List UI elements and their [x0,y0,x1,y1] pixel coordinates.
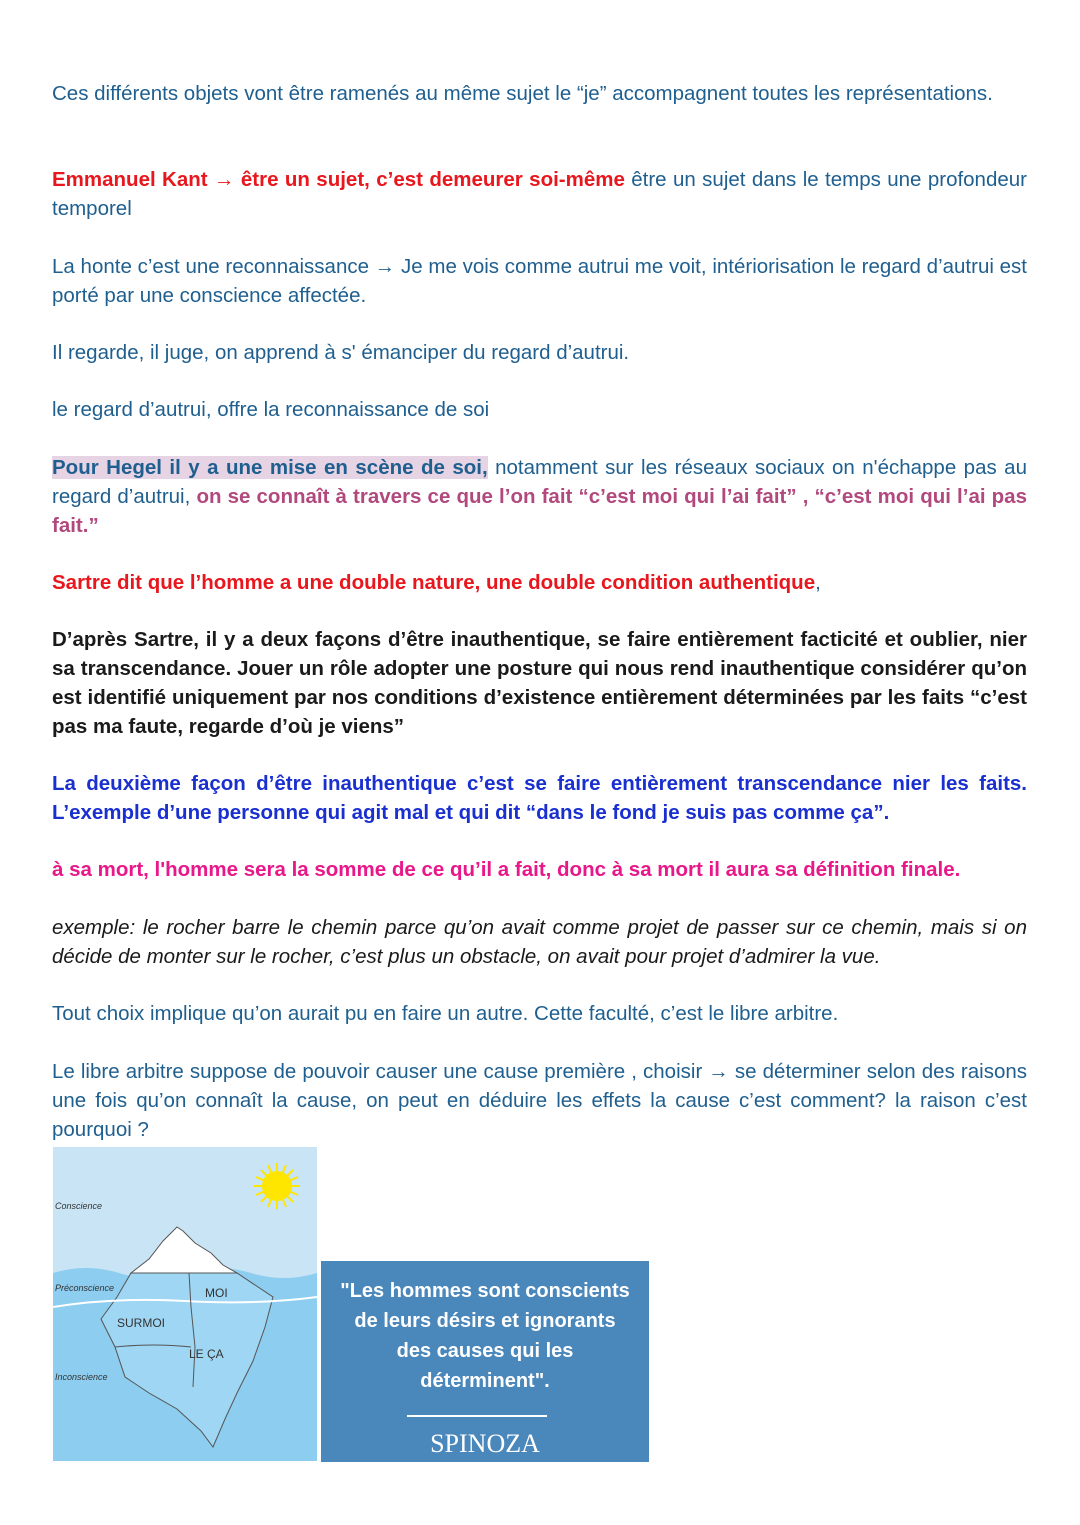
paragraph-shame [52,252,1027,310]
label-inconscience: Inconscience [55,1372,108,1382]
paragraph-kant-intro [52,79,1027,108]
paragraph-choice [52,999,1027,1028]
sartre-statement: Sartre dit que l’homme a une double nature, une double condition authentique [52,571,816,594]
paragraph-text: Le libre arbitre suppose de pouvoir causer une cause première , choisir → se déterminer selon des raisons une fois qu’on connaît la cause, on peut en déduire les effets la cause c’est comment? la raison c’est pourquoi ? [52,1060,1027,1141]
paragraph-example [52,913,1027,971]
kant-detail: être un sujet dans le temps une profondeur temporel [52,168,1027,220]
quote-line: "Les hommes sont conscients [340,1280,630,1302]
hegel-plain: notamment sur les réseaux sociaux on n'échappe pas au regard d’autrui, [52,456,1027,508]
kant-definition: Emmanuel Kant → être un sujet, c’est demeurer soi-même [52,168,625,191]
label-le-ca: LE ÇA [189,1347,224,1361]
label-conscience: Conscience [55,1201,103,1211]
paragraph-text: le regard d’autrui, offre la reconnaissance de soi [52,398,490,421]
quote-text [321,1276,649,1396]
quote-divider [407,1415,547,1417]
paragraph-text: Il regarde, il juge, on apprend à s' émanciper du regard d’autrui. [52,341,630,364]
quote-line: de leurs désirs et ignorants [354,1310,616,1332]
paragraph-text: La honte c’est une reconnaissance → Je me vois comme autrui me voit, intériorisation le regard d’autrui est porté par une conscience affectée. [52,255,1027,307]
paragraph-text: D’après Sartre, il y a deux façons d’être inauthentique, se faire entièrement facticité et oublier, nier sa transcendance. Jouer un rôle adopter une posture qui nous rend inauthentique considérer qu’on est identifié uniquement par nos conditions d’existence entièrement déterminées par les faits “c’est pas ma faute, regarde d’où je viens” [52,628,1027,738]
quote-line: des causes qui les [396,1340,574,1362]
paragraph-kant [52,165,1027,223]
paragraph-free-will [52,1057,1027,1144]
paragraph-sartre [52,568,1027,597]
paragraph-text: Ces différents objets vont être ramenés au même sujet le “je” accompagnent toutes les représentations. [52,82,993,105]
paragraph-recognition [52,395,1027,424]
hegel-bold: on se connaît à travers ce que l’on fait “c’est moi qui l’ai fait” , “c’est moi qui l’ai pas fait.” [52,485,1027,537]
sartre-comma: , [815,571,821,594]
spinoza-quote-card [321,1261,649,1462]
hegel-highlight: Pour Hegel il y a une mise en scène de soi, [52,456,488,479]
paragraph-text: Tout choix implique qu’on aurait pu en faire un autre. Cette faculté, c’est le libre arbitre. [52,1002,839,1025]
paragraph-text: à sa mort, l'homme sera la somme de ce qu’il a fait, donc à sa mort il aura sa définition finale. [52,858,961,881]
paragraph-hegel [52,453,1027,540]
paragraph-text: La deuxième façon d’être inauthentique c’est se faire entièrement transcendance nier les faits. L’exemple d’une personne qui agit mal et qui dit “dans le fond je suis pas comme ça”. [52,772,1027,824]
quote-line: déterminent". [420,1370,550,1392]
paragraph-judge [52,338,1027,367]
paragraph-death [52,855,1027,884]
quote-author: SPINOZA [430,1429,540,1458]
label-moi: MOI [205,1286,228,1300]
iceberg-diagram [53,1147,317,1461]
label-preconscience: Préconscience [55,1283,115,1293]
label-surmoi: SURMOI [117,1316,165,1330]
paragraph-second-way [52,769,1027,827]
paragraph-text: exemple: le rocher barre le chemin parce qu’on avait comme projet de passer sur ce chemin, mais si on décide de monter sur le rocher, c’est plus un obstacle, on avait pour projet d’admirer la vue. [52,916,1027,968]
paragraph-sartre-inauthentic [52,625,1027,741]
